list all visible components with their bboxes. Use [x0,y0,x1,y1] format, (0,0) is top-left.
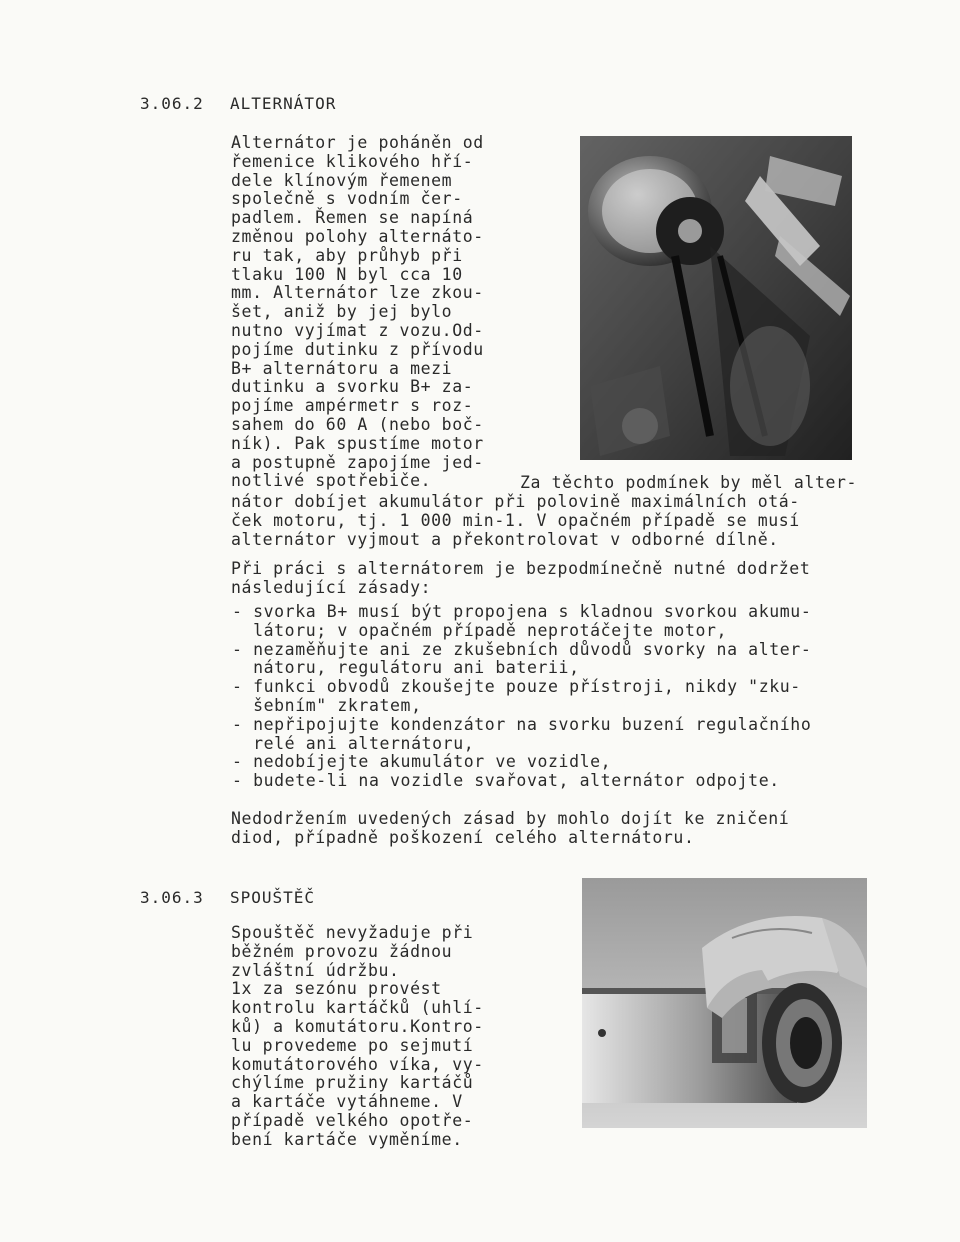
list-item: - nezaměňujte ani ze zkušebních důvodů svorky na alter- nátoru, regulátoru ani baterii, [232,639,812,678]
rules-intro: Při práci s alternátorem je bezpodmínečně nutné dodržet následující zásady: [231,559,811,597]
list-item: - funkci obvodů zkoušejte pouze přístroji, nikdy "zku- šebním" zkratem, [232,677,801,715]
alternator-text-continued: nátor dobíjet akumulátor při polovině maximálních otá- ček motoru, tj. 1 000 min-1. V opačném případě se musí alternátor vyjmout a překontrolovat v odborné dílně. [231,492,800,549]
list-item: - budete-li na vozidle svařovat, alternátor odpojte. [232,771,780,791]
list-item: - nepřipojujte kondenzátor na svorku buzení regulačního relé ani alternátoru, [232,714,812,753]
list-item: - svorka B+ musí být propojena s kladnou svorkou akumu- látoru; v opačném případě neprotáčejte motor, [232,602,812,640]
section-title: ALTERNÁTOR [230,94,337,113]
alternator-text-continued-start: Za těchto podmínek by měl alter- [520,473,858,492]
list-item: - nedobíjejte akumulátor ve vozidle, [232,752,612,772]
alternator-text: Alternátor je poháněn od řemenice klikového hří- dele klínovým řemenem společně s vodním čer- padlem. Řemen se napíná změnou polohy alternáto- ru tak, aby průhyb při tlaku 100 N byl cca 10 mm. Alternátor lze zkou- šet, aniž by jej bylo nutno vyjímat z vozu.Od- pojíme dutinku z přívodu B+ alternátoru a mezi dutinku a svorku B+ za- pojíme ampérmetr s roz- sahem do 60 A (nebo boč- ník). Pak spustíme motor a postupně zapojíme jed- notlivé spotřebiče. [231,133,484,491]
starter-photo [582,878,867,1128]
rules-list [232,603,872,791]
starter-text: Spouštěč nevyžaduje při běžném provozu žádnou zvláštní údržbu. 1x za sezónu provést kontrolu kartáčků (uhlí- ků) a komutátoru.Kontro- lu provedeme po sejmutí komutátorového víka, vy- chýlíme pružiny kartáčů a kartáče vytáhneme. V případě velkého opotře- bení kartáče vyměníme. [231,923,484,1149]
alternator-photo [580,136,852,460]
closing-warning: Nedodržením uvedených zásad by mohlo dojít ke zničení diod, případně poškození celého alternátoru. [231,809,790,847]
section-number: 3.06.2 [140,94,204,113]
section-title: SPOUŠTĚČ [230,888,316,907]
section-number: 3.06.3 [140,888,204,907]
